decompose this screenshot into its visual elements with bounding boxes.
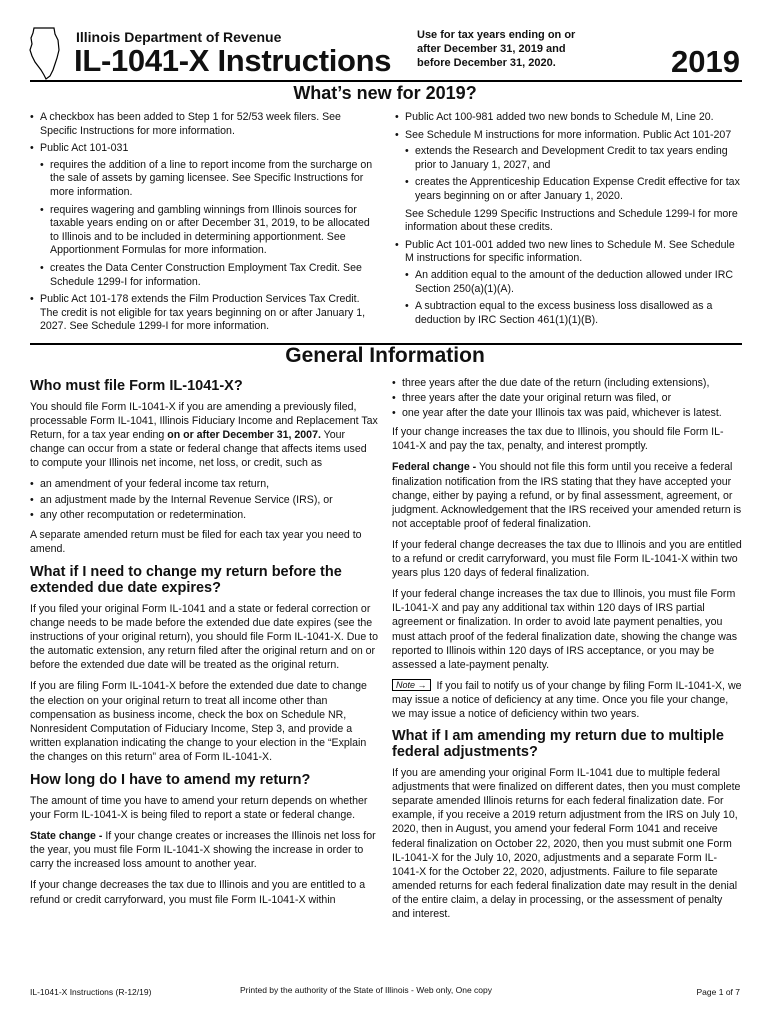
sub-list-item: • requires wagering and gambling winnings from Illinois sources for taxable years ending on or after December 31, 2019, to be allocated to Illinois and to be included in determining apportionment. See Apportionment Formulas for more information. <box>40 204 375 258</box>
sub-list-item: • An addition equal to the amount of the deduction allowed under IRC Section 250(a)(1)(A). <box>405 269 741 296</box>
list-item: • A checkbox has been added to Step 1 for 52/53 week filers. See Specific Instructions for more information. <box>30 111 375 138</box>
sub-list-item: • requires the addition of a line to report income from the surcharge on the sale of assets by gaming licensee. See Specific Instructions for more information. <box>40 159 375 200</box>
list-item: • three years after the date your original return was filed, or <box>392 391 742 405</box>
note-badge <box>392 679 431 691</box>
general-information-title: General Information <box>285 344 485 367</box>
list-item-text: See Schedule M instructions for more information. Public Act 101-207 <box>405 128 732 141</box>
paragraph <box>392 460 742 530</box>
general-right-column <box>392 376 742 928</box>
department-name: Illinois Department of Revenue <box>76 29 282 45</box>
bold-label: Federal change - <box>392 461 477 474</box>
list-item: • any other recomputation or redetermination. <box>30 508 378 522</box>
who-must-file-heading: Who must file Form IL-1041-X? <box>30 378 243 394</box>
list-item-text: Public Act 101-031 <box>40 142 129 155</box>
whats-new-right-column <box>395 111 741 331</box>
arrow-right-icon: → <box>417 679 427 690</box>
footer-printed-by: Printed by the authority of the State of Illinois - Web only, One copy <box>240 985 492 995</box>
text: Your change can occur from a state or federal change that affects items used to compute your Illinois net income, net loss, or credit, such as <box>30 429 367 470</box>
paragraph: The amount of time you have to amend your return depends on whether your Form IL-1041-X is being filed to report a state or federal change. <box>30 794 368 822</box>
paragraph: If your federal change decreases the tax due to Illinois and you are entitled to a refund or credit carryforward, you must file Form IL-1041-X within two years plus 120 days of federal finalization. <box>392 538 742 580</box>
whats-new-left-column <box>30 111 375 338</box>
list-item-text: Public Act 101-001 added two new lines to Schedule M. See Schedule M instructions for specific information. <box>405 238 735 265</box>
text: If you fail to notify us of your change by filing Form IL-1041-X, we may issue a notice of deficiency at any time. Once you file your change, we may issue a notice of deficiency within two years. <box>392 679 742 720</box>
list-item: • an amendment of your federal income tax return, <box>30 477 378 491</box>
list-item-text: See Schedule 1299 Specific Instructions and Schedule 1299-I for more information about these credits. <box>405 207 738 234</box>
sub-list-item: • creates the Data Center Construction Employment Tax Credit. See Schedule 1299-I for information. <box>40 262 375 289</box>
multiple-adjustments-heading: What if I am amending my return due to multiple federal adjustments? <box>392 728 724 761</box>
list-item <box>395 239 741 328</box>
text: If your change creates or increases the Illinois net loss for the year, you must file Form IL-1041-X showing the increase in order to carry the increased loss amount to another year. <box>30 830 376 871</box>
form-year: 2019 <box>671 44 740 79</box>
paragraph: A separate amended return must be filed for each tax year you need to amend. <box>30 528 362 555</box>
use-for-line: before December 31, 2020. <box>417 57 556 69</box>
illinois-state-outline-icon <box>28 26 62 80</box>
list-item: • Public Act 101-178 extends the Film Production Services Tax Credit. The credit is not eligible for tax years beginning on or after January 1, 2027. See Schedule 1299-I for more information. <box>30 293 375 334</box>
sub-list-item: • extends the Research and Development Credit to tax years ending prior to January 1, 2027, and <box>405 145 741 172</box>
text: You should file Form IL-1041-X if you are amending a previously filed, processable Form IL-1041, Illinois Fiduciary Income and Replacement Tax Return, for a tax year ending <box>30 401 378 442</box>
paragraph <box>30 400 378 470</box>
sub-list-item: • A subtraction equal to the excess business loss disallowed as a deduction by IRC Section 461(1)(1)(B). <box>405 300 741 327</box>
whats-new-title: What’s new for 2019? <box>293 83 477 103</box>
list-item <box>395 129 741 235</box>
bold-label: State change - <box>30 830 103 843</box>
paragraph: If your change decreases the tax due to Illinois and you are entitled to a refund or credit carryforward, you must file Form IL-1041-X within <box>30 879 366 906</box>
sub-list-item: • creates the Apprenticeship Education Expense Credit effective for tax years beginning on or after January 1, 2020. <box>405 176 741 203</box>
general-left-column <box>30 378 378 914</box>
header-rule <box>30 80 742 82</box>
list-item: • one year after the date your Illinois tax was paid, whichever is latest. <box>392 406 742 420</box>
paragraph: If you filed your original Form IL-1041 and a state or federal correction or change needs to be made before the extended due date expires (see the instructions of your original return), you should file Form IL-1041-X. Due to the automatic extension, any return filed after the original return and on or before the extended due date will be treated as the original return. <box>30 602 378 672</box>
paragraph <box>392 679 742 721</box>
list-item: • Public Act 100-981 added two new bonds to Schedule M, Line 20. <box>395 111 741 125</box>
bold-text: on or after December 31, 2007. <box>167 429 321 442</box>
note-label: Note <box>396 679 416 690</box>
list-item <box>30 142 375 289</box>
list-item: • three years after the due date of the return (including extensions), <box>392 376 742 390</box>
form-title: IL-1041-X Instructions <box>74 43 392 78</box>
footer-form-revision: IL-1041-X Instructions (R-12/19) <box>30 987 152 997</box>
paragraph: If your federal change increases the tax due to Illinois, you must file Form IL-1041-X and pay any additional tax within 120 days of IRS partial agreement or finalization. In order to avoid late payment penalties, you must attach proof of the federal finalization date, showing the change was reported to Illinois within 120 days of IRS acceptance, or you may be assessed a late-payment penalty. <box>392 588 738 671</box>
paragraph: If you are amending your original Form IL-1041 due to multiple federal adjustments that were finalized on different dates, then you must complete separate amended Illinois returns for each federal finalization date. For example, if you receive a 2019 return adjustment from the IRS on July 10, 2020, then in August, you amend your federal Form 1041 and receive federal finalization on October 22, 2020, then you must submit one Form IL-1041-X for the July 10, 2020, adjustments and a separate Form IL-1041-X for the October 22, 2020, adjustments. Failure to file separate amended returns for each federal finalization date may result in the denial of the entire claim, a delay in processing, or the assessment of penalty and interest. <box>392 767 741 920</box>
text: You should not file this form until you receive a federal finalization notification from the IRS stating that they have accepted your change, either by paying a refund, or by final assessment, agreement, or judgment. Acknowledgement that the IRS received your amended return is not acceptable proof of federal finalization. <box>392 461 742 530</box>
use-for-line: Use for tax years ending on or <box>417 29 576 41</box>
paragraph: If you are filing Form IL-1041-X before the extended due date to change the election on your original return to treat all income other than compensation as business income, check the box on Schedule NR, Nonresident Computation of Fiduciary Income, Step 3, and provide a written explanation indicating the change to your election in the “Explain the changes on this return” area of Form IL-1041-X. <box>30 680 367 763</box>
extended-due-date-heading: What if I need to change my return before the extended due date expires? <box>30 563 342 596</box>
paragraph: If your change increases the tax due to Illinois, you should file Form IL-1041-X and pay the tax, penalty, and interest promptly. <box>392 426 724 453</box>
paragraph <box>30 829 378 871</box>
footer-page-number: Page 1 of 7 <box>696 987 740 997</box>
use-for-line: after December 31, 2019 and <box>417 43 566 55</box>
list-item: • an adjustment made by the Internal Revenue Service (IRS), or <box>30 493 378 507</box>
tax-year-applicability <box>417 28 607 70</box>
how-long-heading: How long do I have to amend my return? <box>30 771 311 788</box>
